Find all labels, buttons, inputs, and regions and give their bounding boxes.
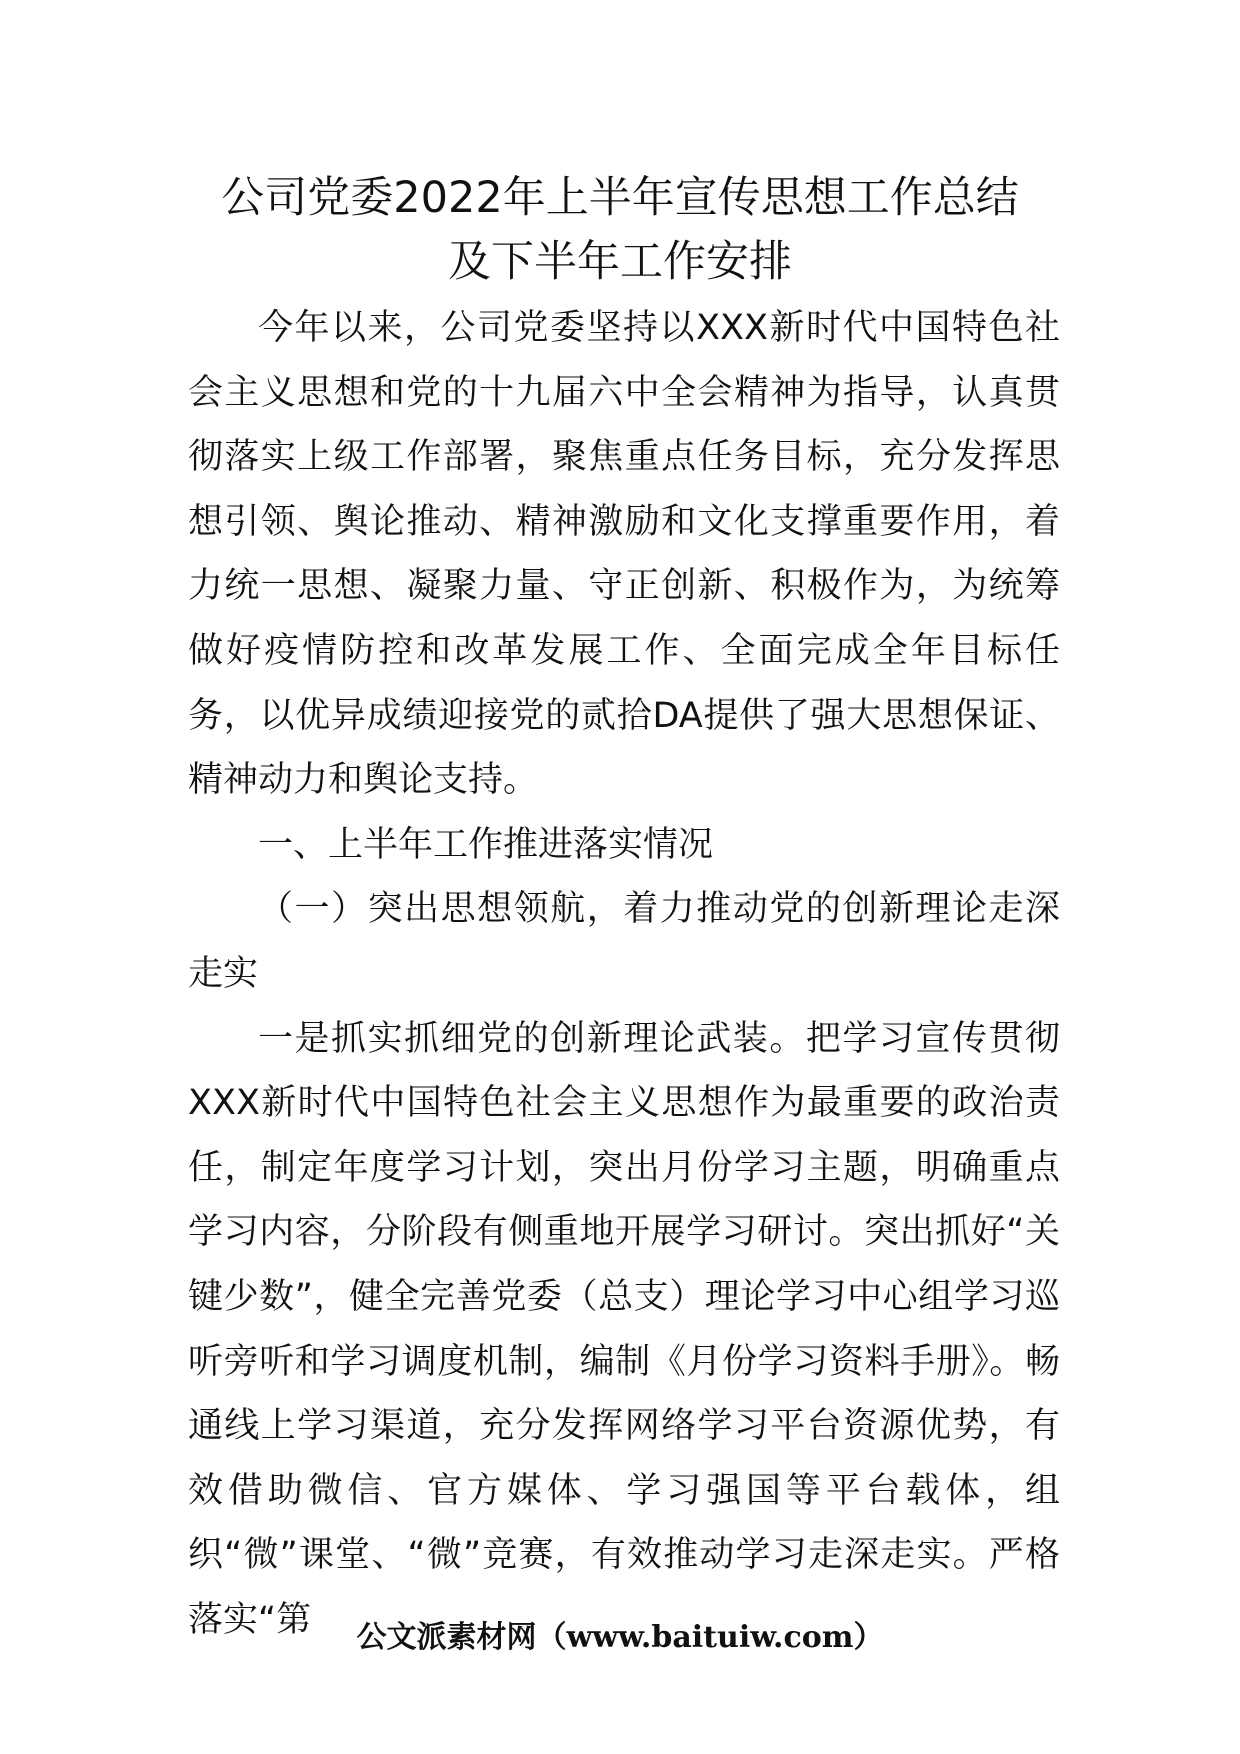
document-title-line-2: 及下半年工作安排 <box>448 237 792 287</box>
subsection-heading-1: （一）突出思想领航，着力推动党的创新理论走深走实 <box>188 889 1060 994</box>
document-title-line-1: 公司党委2022年上半年宣传思想工作总结 <box>221 173 1019 223</box>
body-paragraph-1: 一是抓实抓细党的创新理论武装。把学习宣传贯彻XXX新时代中国特色社会主义思想作为最重要的政治责任，制定年度学习计划，突出月份学习主题，明确重点学习内容，分阶段有侧重地开展学习研讨。突出抓好“关键少数”，健全完善党委（总支）理论学习中心组学习巡听旁听和学习调度机制，编制《月份学习资料手册》。畅通线上学习渠道，充分发挥网络学习平台资源优势，有效借助微信、官方媒体、学习强国等平台载体，组织“微”课堂、“微”竞赛，有效推动学习走深走实。严格落实“第 <box>188 1018 1060 1640</box>
footer-watermark: 公文派素材网（www.baituiw.com） <box>356 1620 884 1655</box>
document-body <box>188 296 1060 1652</box>
section-heading-1: 一、上半年工作推进落实情况 <box>258 824 714 865</box>
intro-paragraph: 今年以来，公司党委坚持以XXX新时代中国特色社会主义思想和党的十九届六中全会精神为指导，认真贯彻落实上级工作部署，聚焦重点任务目标，充分发挥思想引领、舆论推动、精神激励和文化支撑重要作用，着力统一思想、凝聚力量、守正创新、积极作为，为统筹做好疫情防控和改革发展工作、全面完成全年目标任务，以优异成绩迎接党的贰拾DA提供了强大思想保证、精神动力和舆论支持。 <box>188 308 1060 801</box>
